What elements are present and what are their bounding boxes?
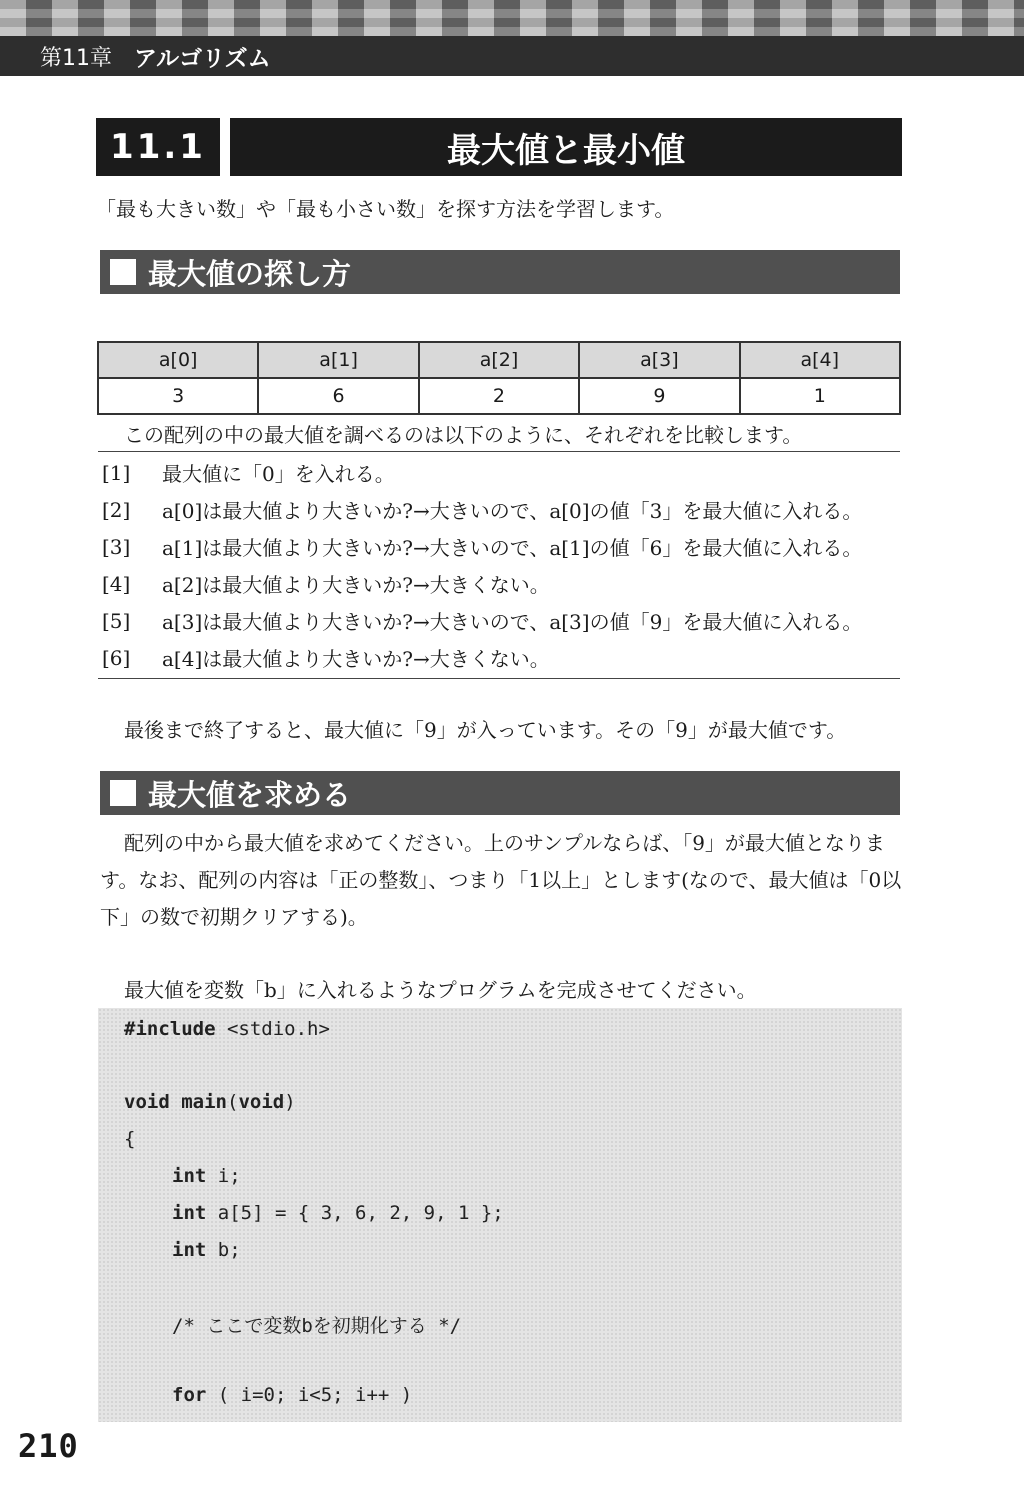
step-text: a[0]は最大値より大きいか?→大きいので、a[0]の値「3」を最大値に入れる。 — [162, 499, 863, 523]
code-line — [124, 1018, 330, 1040]
section-number: 11.1 — [96, 118, 220, 176]
code-keyword: void — [238, 1091, 285, 1113]
table-header-cell: a[1] — [258, 342, 418, 378]
step-text: a[3]は最大値より大きいか?→大きいので、a[3]の値「9」を最大値に入れる。 — [162, 610, 863, 634]
code-line — [124, 1091, 296, 1113]
code-keyword: void — [124, 1091, 170, 1113]
step-text: a[4]は最大値より大きいか?→大きくない。 — [162, 647, 550, 671]
code-keyword: int — [172, 1239, 207, 1261]
decorative-header-pattern — [0, 0, 1024, 36]
section-title: 最大値と最小値 — [230, 118, 902, 176]
code-text: ) — [284, 1091, 296, 1113]
steps-list — [98, 451, 900, 679]
chapter-title: アルゴリズム — [134, 45, 271, 72]
table-header-row — [98, 342, 900, 378]
code-line — [172, 1165, 241, 1187]
code-text: ( — [226, 1091, 239, 1113]
chapter-header — [0, 36, 1024, 76]
step-number: [5] — [102, 608, 131, 633]
step-text: a[2]は最大値より大きいか?→大きくない。 — [162, 573, 550, 597]
table-cell: 3 — [98, 378, 258, 414]
code-text: ( i=0; i<5; i++ ) — [206, 1384, 413, 1406]
table-cell: 6 — [258, 378, 418, 414]
subsection-title: 最大値の探し方 — [148, 256, 352, 291]
code-line — [172, 1202, 504, 1224]
square-bullet-icon — [110, 780, 136, 806]
code-text: a[5] = { 3, 6, 2, 9, 1 }; — [206, 1202, 504, 1224]
subsection-heading-find-max — [100, 250, 900, 294]
code-keyword: int — [172, 1165, 207, 1187]
code-keyword: int — [172, 1202, 207, 1224]
task-instruction: 最大値を変数「b」に入れるようなプログラムを完成させてください。 — [124, 978, 757, 1002]
step-text: a[1]は最大値より大きいか?→大きいので、a[1]の値「6」を最大値に入れる。 — [162, 536, 863, 560]
task-description: 配列の中から最大値を求めてください。上のサンプルならば、「9」が最大値となります。なお、配列の内容は「正の整数」、つまり「1以上」とします(なので、最大値は「0以下」の数で初期クリアする)。 — [100, 831, 902, 929]
step-number: [4] — [102, 571, 131, 596]
step-number: [2] — [102, 497, 131, 522]
array-table — [97, 341, 901, 415]
list-item — [98, 491, 900, 528]
table-header-cell: a[4] — [740, 342, 900, 378]
table-cell: 1 — [740, 378, 900, 414]
code-line — [172, 1239, 241, 1261]
code-keyword: for — [172, 1384, 207, 1406]
code-text: b; — [206, 1239, 241, 1261]
code-text: <stdio.h> — [215, 1018, 330, 1040]
chapter-number: 第11章 — [40, 45, 112, 71]
code-line — [172, 1384, 412, 1406]
result-text: 最後まで終了すると、最大値に「9」が入っています。その「9」が最大値です。 — [124, 718, 847, 742]
list-item — [98, 565, 900, 602]
list-item — [98, 639, 900, 676]
comparison-explanation: この配列の中の最大値を調べるのは以下のように、それぞれを比較します。 — [124, 423, 803, 447]
step-number: [3] — [102, 534, 131, 559]
step-text: 最大値に「0」を入れる。 — [162, 462, 395, 486]
table-header-cell: a[0] — [98, 342, 258, 378]
code-keyword: #include — [124, 1018, 216, 1040]
step-number: [1] — [102, 460, 131, 485]
code-keyword: main — [181, 1091, 227, 1113]
table-cell: 9 — [579, 378, 739, 414]
code-line: { — [124, 1128, 136, 1150]
section-intro: 「最も大きい数」や「最も小さい数」を探す方法を学習します。 — [96, 197, 675, 221]
table-row — [98, 378, 900, 414]
code-text: i; — [206, 1165, 241, 1187]
subsection-heading-compute-max — [100, 771, 900, 815]
step-number: [6] — [102, 645, 131, 670]
page-number: 210 — [18, 1427, 79, 1465]
list-item — [98, 454, 900, 491]
table-cell: 2 — [419, 378, 579, 414]
code-block — [98, 1008, 902, 1422]
table-header-cell: a[3] — [579, 342, 739, 378]
table-header-cell: a[2] — [419, 342, 579, 378]
list-item — [98, 528, 900, 565]
subsection-title: 最大値を求める — [148, 777, 352, 812]
list-item — [98, 602, 900, 639]
square-bullet-icon — [110, 259, 136, 285]
code-comment: /* ここで変数bを初期化する */ — [172, 1315, 462, 1337]
